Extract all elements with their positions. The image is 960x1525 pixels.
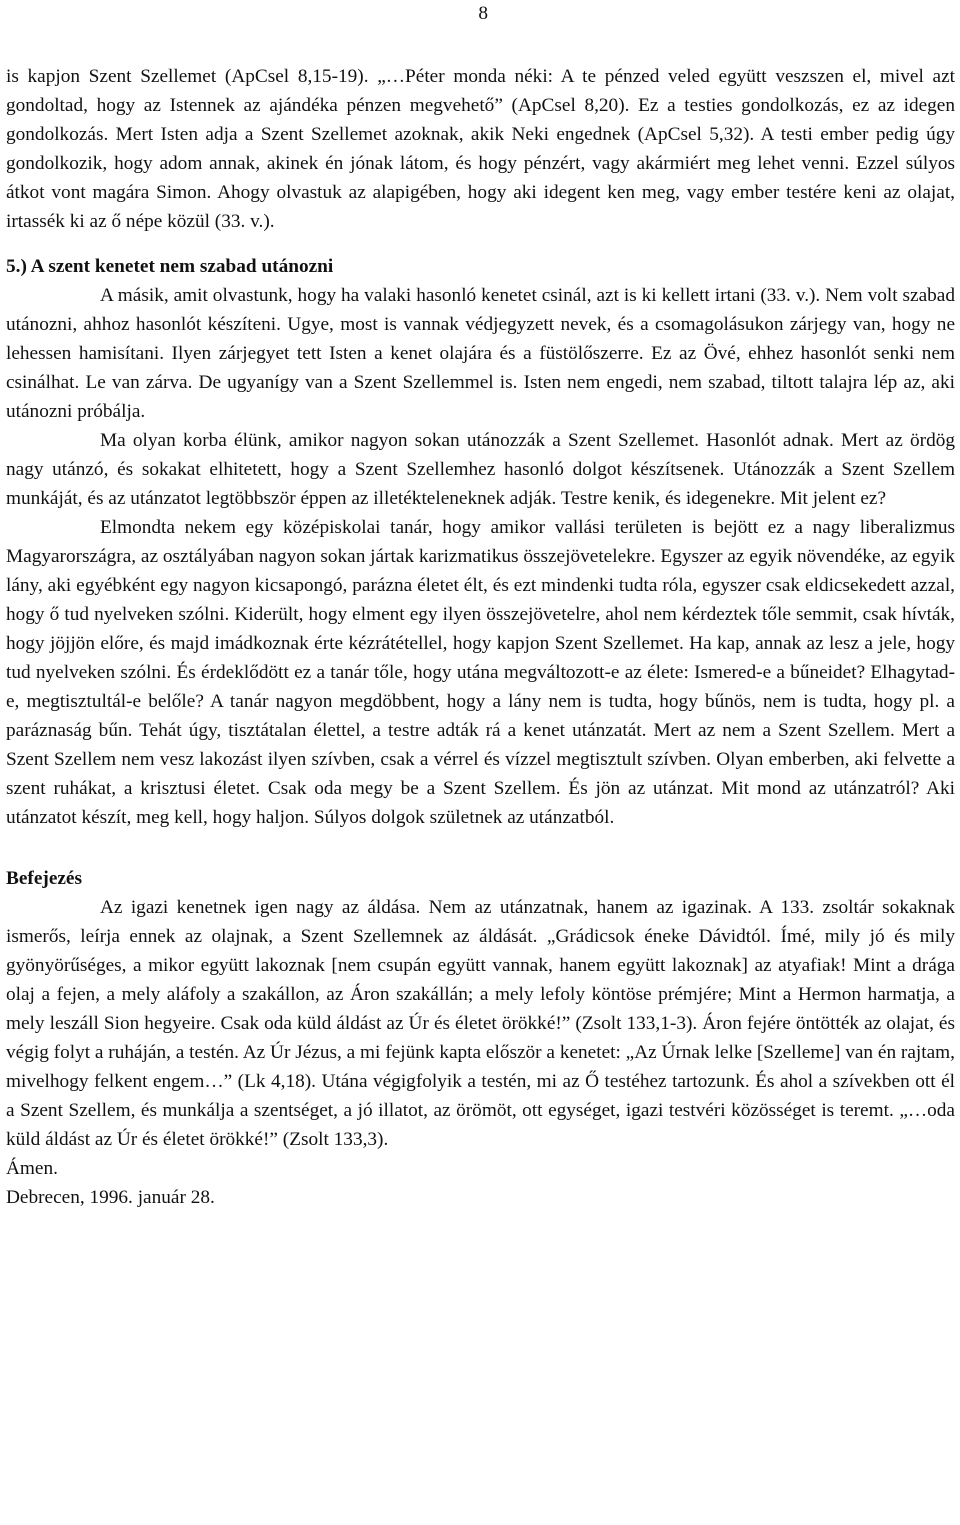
- spacer: [6, 236, 955, 252]
- document-body: [6, 62, 955, 1212]
- section-heading-conclusion: Befejezés: [6, 868, 82, 889]
- paragraph-imitation: A másik, amit olvastunk, hogy ha valaki hasonló kenetet csinál, azt is ki kellett irtani (33. v.). Nem volt szabad utánozni, ahhoz hasonlót készíteni. Ugye, most is vannak védjegyzett nevek, és a csomagolásukon zárjegy van, hogy ne lehessen hamisítani. Ilyen zárjegyet tett Isten a kenet olajára és a füstölőszerre. Ez az Övé, ehhez hasonlót senki nem csinálhat. Le van zárva. De ugyanígy van a Szent Szellemmel is. Isten nem engedi, nem szabad, tiltott talajra lép az, aki utánozni próbálja.: [6, 285, 955, 422]
- signature-line: Debrecen, 1996. január 28.: [6, 1187, 215, 1208]
- page-number: 8: [478, 3, 488, 24]
- paragraph-conclusion: Az igazi kenetnek igen nagy az áldása. Nem az utánzatnak, hanem az igazinak. A 133. zsoltár sokaknak ismerős, leírja ennek az olajnak, a Szent Szellemnek az áldását. „Grádicsok éneke Dávidtól. Ímé, mily jó és mily gyönyörűséges, a mikor együtt lakoznak [nem csupán együtt vannak, hanem együtt lakoznak] az atyafiak! Mint a drága olaj a fejen, a mely aláfoly a szakállon, az Áron szakállán; a mely lefoly köntöse prémjére; Mint a Hermon harmatja, a mely leszáll Sion hegyeire. Csak oda küld áldást az Úr és életet örökké!” (Zsolt 133,1-3). Áron fejére öntötték az olajat, és végig folyt a ruháján, a testén. Az Úr Jézus, a mi fejünk kapta először a kenetet: „Az Úrnak lelke [Szelleme] van én rajtam, mivelhogy felkent engem…” (Lk 4,18). Utána végigfolyik a testén, mi az Ő testéhez tartozunk. És ahol a szívekben ott él a Szent Szellem, és munkálja a szentséget, a jó illatot, az örömöt, ott egységet, igazi testvéri közösséget is teremt. „…oda küld áldást az Úr és életet örökké!” (Zsolt 133,3).: [6, 897, 955, 1150]
- spacer: [6, 832, 955, 864]
- paragraph-modern-age: Ma olyan korba élünk, amikor nagyon sokan utánozzák a Szent Szellemet. Hasonlót adnak. Mert az ördög nagy utánzó, és sokakat elhitetett, hogy a Szent Szellemhez hasonló dolgot készítsenek. Utánozzák a Szent Szellem munkáját, és az utánzatot legtöbbször éppen az illetékteleneknek adják. Testre kenik, és idegenekre. Mit jelent ez?: [6, 430, 955, 509]
- amen-line: Ámen.: [6, 1158, 58, 1179]
- section-heading-5: 5.) A szent kenetet nem szabad utánozni: [6, 256, 334, 277]
- paragraph-intro: is kapjon Szent Szellemet (ApCsel 8,15-19). „…Péter monda néki: A te pénzed veled együtt veszszen el, mivel azt gondoltad, hogy az Istennek az ajándéka pénzen megvehető” (ApCsel 8,20). Ez a testies gondolkozás, ez az idegen gondolkozás. Mert Isten adja a Szent Szellemet azoknak, akik Neki engednek (ApCsel 5,32). A testi ember pedig úgy gondolkozik, hogy adom annak, akinek én jónak látom, és hogy pénzért, vagy akármiért meg lehet venni. Ezzel súlyos átkot vont magára Simon. Ahogy olvastuk az alapigében, hogy aki idegent ken meg, vagy ember testére keni az olajat, irtassék ki az ő népe közül (33. v.).: [6, 66, 955, 232]
- paragraph-teacher-story: Elmondta nekem egy középiskolai tanár, hogy amikor vallási területen is bejött ez a nagy liberalizmus Magyarországra, az osztályában nagyon sokan jártak karizmatikus összejövetelekre. Egyszer az egyik növendéke, az egyik lány, aki egyébként egy nagyon kicsapongó, parázna életet élt, és ezt mindenki tudta róla, egyszer csak eldicsekedett azzal, hogy ő tud nyelveken szólni. Kiderült, hogy elment egy ilyen összejövetelre, ahol nem kérdeztek tőle semmit, csak hívták, hogy jöjjön előre, és majd imádkoznak érte kézrátétellel, hogy kapjon Szent Szellemet. Ha kap, annak az lesz a jele, hogy tud nyelveken szólni. És érdeklődött ez a tanár tőle, hogy utána megváltozott-e az élete: Ismered-e a bűneidet? Elhagytad-e, megtisztultál-e belőle? A tanár nagyon megdöbbent, hogy a lány nem is tudta, hogy bűnös, nem is tudta, hogy pl. a paráznaság bűn. Tehát úgy, tisztátalan élettel, a testre adták rá a kenet utánzatát. Mert az nem a Szent Szellem. Mert a Szent Szellem nem vesz lakozást ilyen szívben, csak a vérrel és vízzel megtisztult szívben. Olyan emberben, aki felvette a szent ruhákat, a krisztusi életet. Csak oda megy be a Szent Szellem. És jön az utánzat. Mit mond az utánzatról? Aki utánzatot készít, meg kell, hogy haljon. Súlyos dolgok születnek az utánzatból.: [6, 517, 955, 828]
